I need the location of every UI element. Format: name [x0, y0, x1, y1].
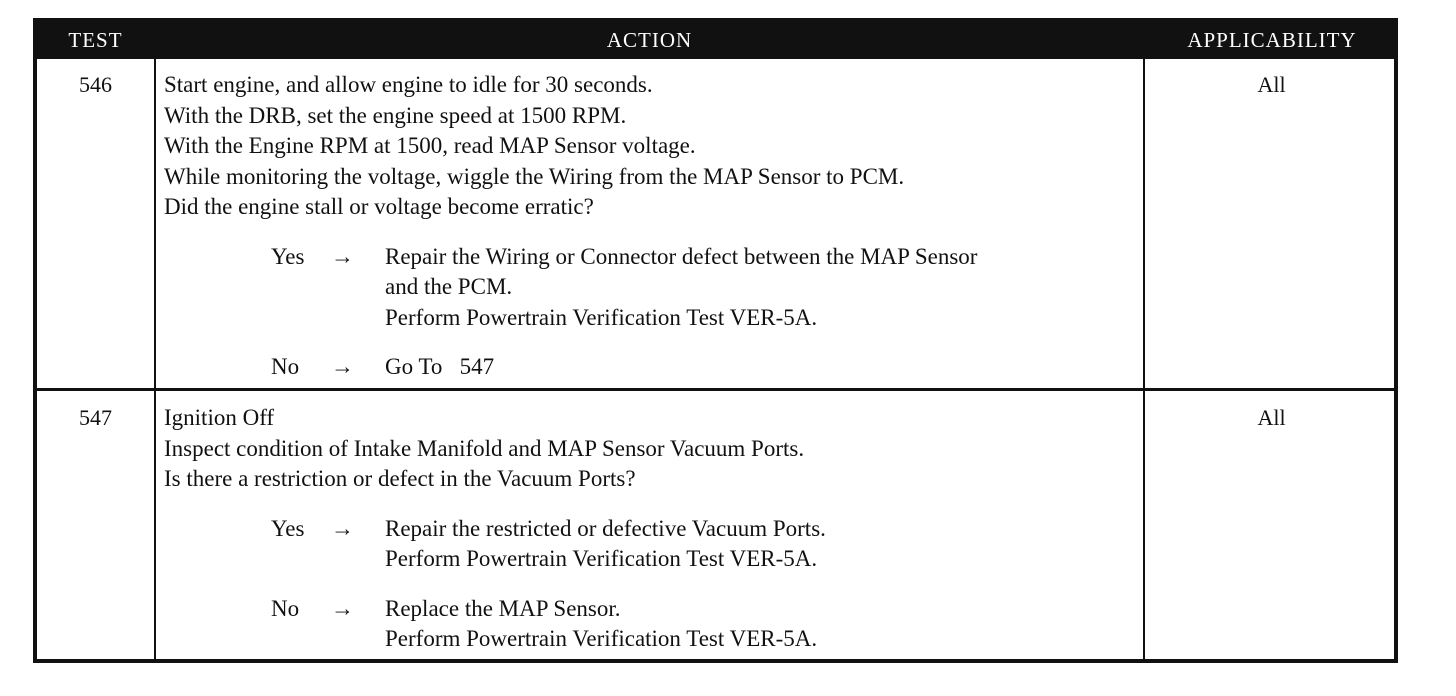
action-step: Did the engine stall or voltage become erratic?	[164, 194, 594, 219]
arrow-right-icon: →	[331, 595, 354, 621]
action-step: With the Engine RPM at 1500, read MAP Sensor voltage.	[164, 133, 696, 158]
no-outcome	[164, 594, 1139, 655]
outcome-line: Perform Powertrain Verification Test VER-5A.	[385, 546, 818, 571]
action-step: With the DRB, set the engine speed at 1500 RPM.	[164, 102, 627, 128]
no-label: No	[271, 354, 300, 379]
table-header	[37, 22, 1394, 59]
row-547-applicability: All	[1257, 405, 1286, 430]
no-outcome	[164, 352, 1139, 383]
action-step: Ignition Off	[164, 405, 275, 430]
row-547-test-number: 547	[79, 405, 112, 430]
action-step: Is there a restriction or defect in the Vacuum Ports?	[164, 466, 636, 491]
yes-label: Yes	[271, 515, 305, 541]
column-divider-test	[154, 59, 156, 659]
row-divider	[37, 388, 1394, 391]
outcome-line: and the PCM.	[385, 274, 513, 299]
outcome-line: Repair the Wiring or Connector defect between the MAP Sensor	[385, 243, 978, 269]
outcome-line: Perform Powertrain Verification Test VER-5A.	[385, 304, 818, 330]
diagnostic-table	[33, 18, 1398, 663]
row-547-action	[164, 403, 1139, 655]
outcome-line: Repair the restricted or defective Vacuum Ports.	[385, 515, 826, 541]
arrow-right-icon: →	[331, 243, 354, 269]
arrow-right-icon: →	[331, 354, 354, 379]
arrow-right-icon: →	[331, 515, 354, 541]
column-divider-action	[1143, 59, 1145, 659]
header-applicability: APPLICABILITY	[1187, 28, 1357, 52]
yes-label: Yes	[271, 243, 305, 269]
action-step: While monitoring the voltage, wiggle the Wiring from the MAP Sensor to PCM.	[164, 163, 905, 189]
outcome-line: Go To 547	[385, 354, 495, 379]
action-step: Inspect condition of Intake Manifold and MAP Sensor Vacuum Ports.	[164, 435, 805, 461]
outcome-line: Replace the MAP Sensor.	[385, 595, 621, 621]
action-step: Start engine, and allow engine to idle for 30 seconds.	[164, 72, 653, 97]
row-546-applicability: All	[1257, 72, 1286, 97]
yes-outcome	[164, 514, 1139, 575]
row-546-action	[164, 70, 1139, 383]
header-test: TEST	[68, 28, 123, 52]
row-546-test-number: 546	[79, 72, 112, 97]
header-action: ACTION	[606, 28, 693, 52]
no-label: No	[271, 595, 300, 621]
outcome-line: Perform Powertrain Verification Test VER-5A.	[385, 626, 818, 651]
yes-outcome	[164, 242, 1139, 334]
